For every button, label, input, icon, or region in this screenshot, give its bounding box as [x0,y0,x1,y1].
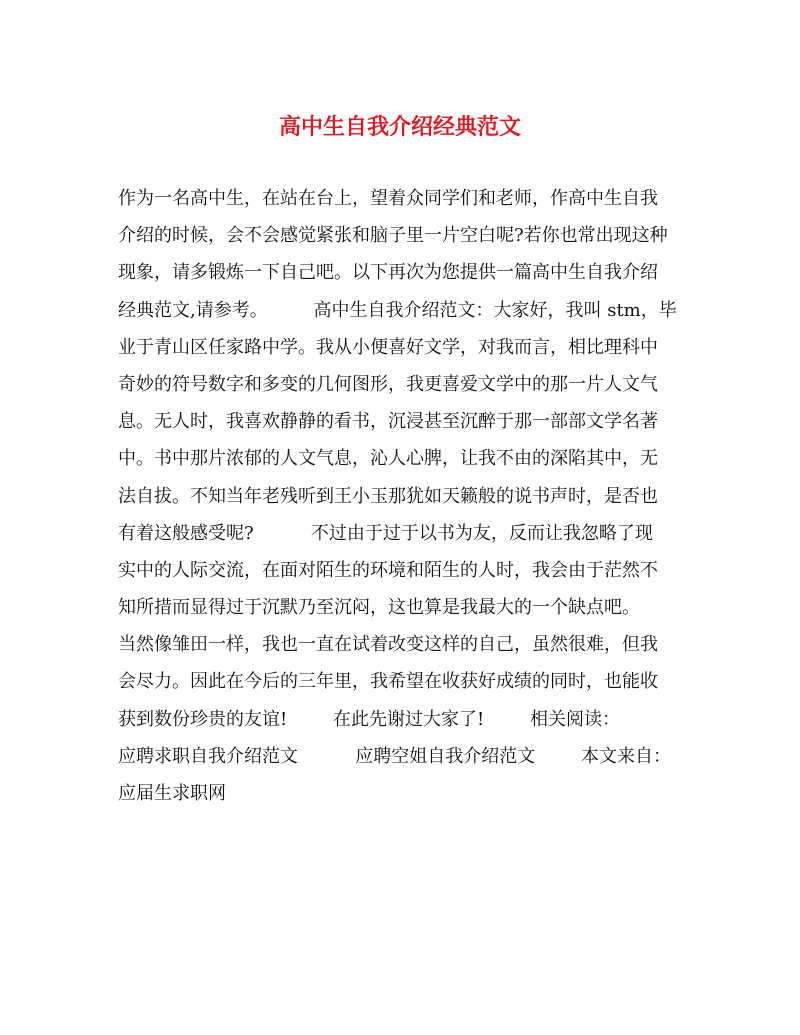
body-line: 中。书中那片浓郁的人文气息，沁人心脾，让我不由的深陷其中，无 [118,448,658,470]
body-line: 现象，请多锻炼一下自己吧。以下再次为您提供一篇高中生自我介绍 [118,262,658,284]
document-title: 高中生自我介绍经典范文 [278,114,521,140]
body-line: 应届生求职网 [118,783,226,804]
body-line: 当然像雏田一样，我也一直在试着改变这样的自己，虽然很难，但我 [118,634,658,656]
body-line: 息。无人时，我喜欢静静的看书，沉浸甚至沉醉于那一部部文学名著 [118,411,658,433]
body-line: 知所措而显得过于沉默乃至沉闷，这也算是我最大的一个缺点吧。 [118,597,640,619]
body-line: 实中的人际交流，在面对陌生的环境和陌生的人时，我会由于茫然不 [118,559,658,581]
body-line: 法自拔。不知当年老残听到王小玉那犹如天籁般的说书声时，是否也 [118,485,658,507]
body-line: 作为一名高中生，在站在台上，望着众同学们和老师，作高中生自我 [118,188,658,209]
body-line: 获到数份珍贵的友谊! 在此先谢过大家了! 相关阅读： [118,708,621,730]
body-line: 业于青山区任家路中学。我从小便喜好文学，对我而言，相比理科中 [118,336,658,358]
body-line: 奇妙的符号数字和多变的几何图形，我更喜爱文学中的那一片人文气 [118,373,658,395]
body-line: 有着这般感受呢? 不过由于过于以书为友，反而让我忽略了现 [118,522,653,544]
body-line: 会尽力。因此在今后的三年里，我希望在收获好成绩的同时，也能收 [118,671,658,693]
body-line: 经典范文,请参考。 高中生自我介绍范文：大家好，我叫 stm，毕 [118,299,677,321]
document-body [118,180,688,812]
body-line: 介绍的时候，会不会感觉紧张和脑子里一片空白呢?若你也常出现这种 [118,225,668,247]
body-line: 应聘求职自我介绍范文 应聘空姐自我介绍范文 本文来自： [118,745,671,767]
